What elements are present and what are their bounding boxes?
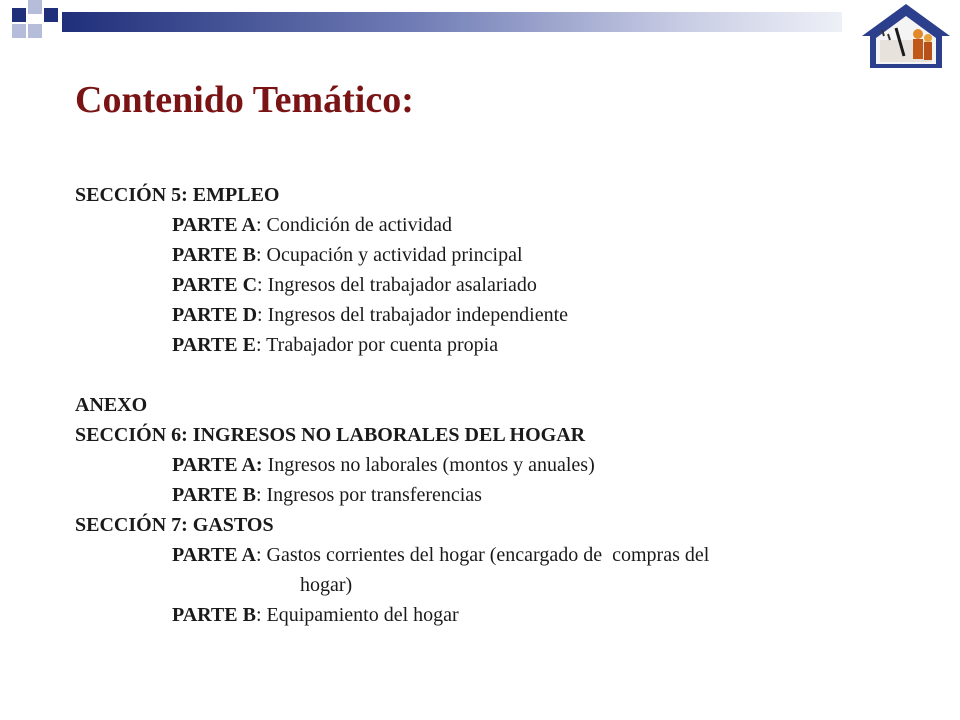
part-label: PARTE B <box>172 244 256 266</box>
section-heading: SECCIÓN 7: GASTOS <box>75 514 274 536</box>
header-square <box>12 24 26 38</box>
part-label: PARTE B <box>172 484 256 506</box>
part-text: Ingresos no laborales (montos y anuales) <box>267 454 595 476</box>
spacer <box>75 360 935 390</box>
part-text: Gastos corrientes del hogar (encargado de compras del <box>266 544 710 566</box>
part-separator: : <box>255 334 267 356</box>
part-label: PARTE B <box>172 604 256 626</box>
list-item <box>75 600 935 630</box>
part-label: PARTE E <box>172 334 256 356</box>
list-item <box>75 540 935 570</box>
list-item <box>75 270 935 300</box>
part-label: PARTE A: <box>172 454 263 476</box>
section-heading: SECCIÓN 6: INGRESOS NO LABORALES DEL HOGAR <box>75 424 586 446</box>
part-separator: : <box>255 544 267 566</box>
part-separator: : <box>255 604 267 626</box>
part-label: PARTE A <box>172 214 256 236</box>
content-list <box>75 180 935 630</box>
house-family-logo-icon <box>858 0 954 70</box>
part-text: Ingresos por transferencias <box>266 484 482 506</box>
part-text: Ingresos del trabajador asalariado <box>267 274 537 296</box>
part-text: Ocupación y actividad principal <box>266 244 523 266</box>
list-item <box>75 300 935 330</box>
part-label: PARTE C <box>172 274 258 296</box>
part-label: PARTE A <box>172 544 256 566</box>
list-item <box>75 450 935 480</box>
header-square <box>28 24 42 38</box>
part-separator: : <box>257 304 268 326</box>
part-text: Trabajador por cuenta propia <box>266 334 499 356</box>
header-gradient-bar <box>62 12 842 32</box>
header-square <box>44 8 58 22</box>
header-square <box>28 0 42 14</box>
part-text: Ingresos del trabajador independiente <box>267 304 569 326</box>
annex-heading: ANEXO <box>75 394 148 416</box>
list-item <box>75 240 935 270</box>
list-item <box>75 330 935 360</box>
part-label: PARTE D <box>172 304 258 326</box>
part-text: Equipamiento del hogar <box>266 604 459 626</box>
part-separator: : <box>255 244 267 266</box>
part-text: Condición de actividad <box>266 214 453 236</box>
list-item-continuation: hogar) <box>300 574 353 596</box>
section-heading: SECCIÓN 5: EMPLEO <box>75 184 280 206</box>
part-separator: : <box>255 484 267 506</box>
part-separator: : <box>255 214 267 236</box>
header-square <box>12 8 26 22</box>
page-title: Contenido Temático: <box>75 79 414 121</box>
list-item <box>75 210 935 240</box>
part-separator: : <box>257 274 268 296</box>
list-item <box>75 480 935 510</box>
